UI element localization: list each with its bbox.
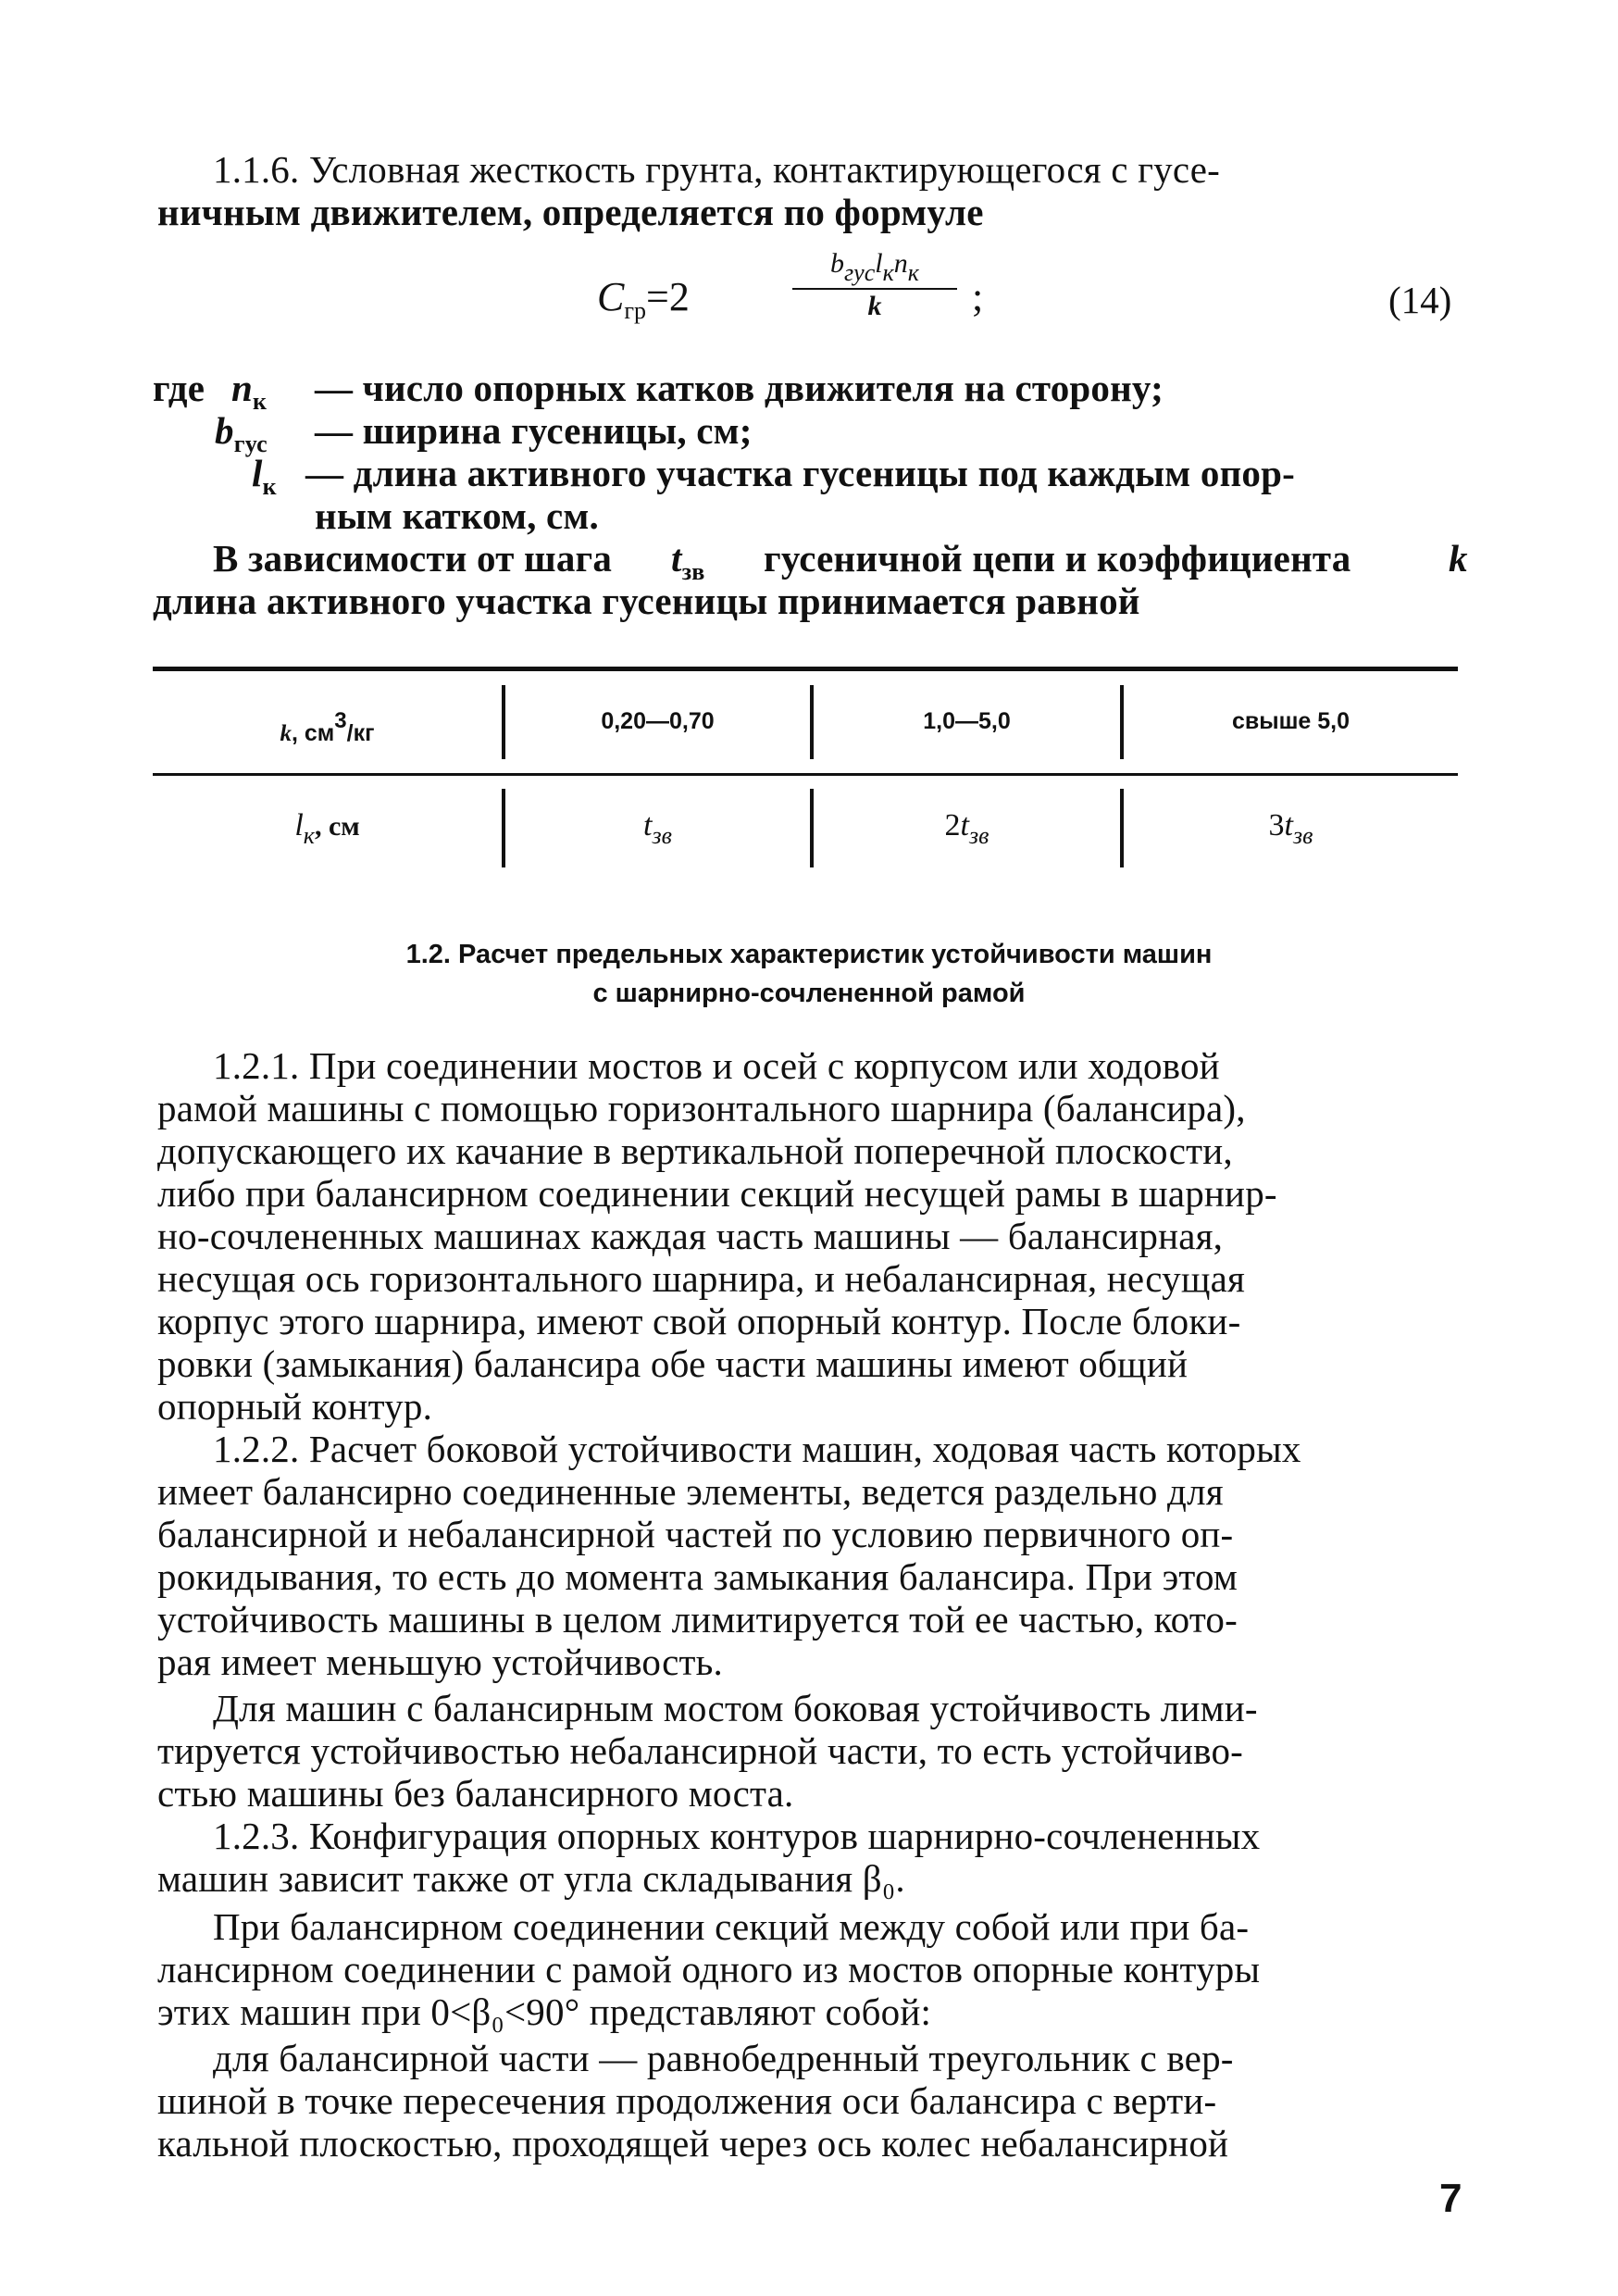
- body-line: кальной плоскостью, проходящей через ось колес небалансирной: [157, 2122, 1229, 2165]
- formula-lhs: [597, 273, 690, 325]
- t-symbol: $t_{зв}$: [671, 537, 705, 585]
- body-line: рая имеет меньшую устойчивость.: [157, 1641, 723, 1683]
- paragraph-line: В зависимости от шага: [213, 537, 613, 580]
- body-line: корпус этого шарнира, имеют свой опорный контур. После блоки-: [157, 1300, 1241, 1342]
- body-line: рамой машины с помощью горизонтального шарнира (балансира),: [157, 1087, 1246, 1129]
- formula-equals: =2: [646, 274, 690, 319]
- page-number: 7: [1439, 2176, 1462, 2221]
- section-heading: 1.2. Расчет предельных характеристик устойчивости машин: [405, 940, 1213, 969]
- def-l-symbol: $l_к$: [252, 452, 277, 500]
- formula-14: [597, 245, 984, 347]
- body-line: ровки (замыкания) балансира обе части машины имеют общий: [157, 1342, 1189, 1385]
- body-line: тируется устойчивостью небалансирной части, то есть устойчиво-: [157, 1729, 1243, 1772]
- body-line: допускающего их качание в вертикальной поперечной плоскости,: [157, 1129, 1233, 1172]
- table-top-rule: [153, 667, 1458, 671]
- def-n-text: — число опорных катков движителя на сторону;: [315, 367, 1164, 409]
- lk-table: [153, 667, 1458, 898]
- table-header-range3: свыше 5,0: [1231, 708, 1350, 734]
- formula-denominator: k: [867, 291, 882, 321]
- where-prefix: где: [153, 367, 205, 409]
- section-heading: с шарнирно-сочлененной рамой: [592, 979, 1026, 1008]
- formula-symbol-c: C: [597, 274, 625, 319]
- def-b-symbol: $b_{гус}$: [215, 409, 268, 457]
- body-line: опорный контур.: [157, 1385, 433, 1428]
- body-line: для балансирной части — равнобедренный треугольник с вер-: [213, 2037, 1234, 2079]
- body-line: 1.2.2. Расчет боковой устойчивости машин, ходовая часть которых: [213, 1428, 1301, 1470]
- body-line: балансирной и небалансирной частей по условию первичного оп-: [157, 1513, 1234, 1555]
- body-line: устойчивость машины в целом лимитируется той ее частью, кото-: [157, 1598, 1238, 1641]
- body-line: несущая ось горизонтального шарнира, и небалансирная, несущая: [157, 1257, 1246, 1300]
- paragraph-line: 1.1.6. Условная жесткость грунта, контактирующегося с гусе-: [213, 148, 1220, 191]
- table-header-k: k, см3/кг: [280, 708, 375, 746]
- def-n-symbol: $n_к$: [231, 367, 268, 415]
- paragraph-line: длина активного участка гусеницы принимается равной: [153, 580, 1140, 622]
- paragraph-line: ничным движителем, определяется по формуле: [157, 191, 984, 233]
- body-line: рокидывания, то есть до момента замыкания балансира. При этом: [157, 1555, 1238, 1598]
- formula-subscript: гр: [624, 297, 647, 324]
- body-line: При балансирном соединении секций между собой или при ба-: [213, 1905, 1250, 1948]
- body-line: лансирном соединении с рамой одного из мостов опорные контуры: [157, 1948, 1261, 1990]
- table-cell-3tzv: $3t_{зв}$: [1268, 808, 1313, 849]
- formula-fraction: [787, 245, 963, 323]
- body-line: стью машины без балансирного моста.: [157, 1772, 794, 1815]
- equation-number: (14): [1388, 279, 1452, 321]
- body-line: но-сочлененных машинах каждая часть машины — балансирная,: [157, 1215, 1224, 1257]
- formula-numerator: bгусlкnк: [830, 248, 919, 286]
- table-header-range2: 1,0—5,0: [923, 708, 1011, 734]
- body-line: 1.2.1. При соединении мостов и осей с корпусом или ходовой: [213, 1044, 1220, 1087]
- def-l-text-cont: ным катком, см.: [315, 494, 599, 537]
- body-line: машин зависит также от угла складывания β₀.: [157, 1857, 905, 1900]
- table-header-range1: 0,20—0,70: [601, 708, 715, 734]
- body-line: этих машин при 0<β₀<90° представляют собой:: [157, 1990, 932, 2033]
- body-line: 1.2.3. Конфигурация опорных контуров шарнирно-сочлененных: [213, 1815, 1261, 1857]
- k-symbol: k: [1449, 537, 1468, 580]
- paragraph-line: гусеничной цепи и коэффициента: [764, 537, 1351, 580]
- table-cell-tzv: $t_{зв}$: [643, 808, 672, 849]
- def-l-text: — длина активного участка гусеницы под каждым опор-: [305, 452, 1295, 494]
- table-row-lk: $l_к$, см: [294, 808, 360, 849]
- def-b-text: — ширина гусеницы, см;: [315, 409, 753, 452]
- table-cell-2tzv: $2t_{зв}$: [944, 808, 989, 849]
- body-line: Для машин с балансирным мостом боковая устойчивость лими-: [213, 1687, 1258, 1729]
- formula-semicolon: ;: [972, 274, 984, 319]
- body-line: имеет балансирно соединенные элементы, ведется раздельно для: [157, 1470, 1224, 1513]
- table-mid-rule: [153, 773, 1458, 776]
- body-line: шиной в точке пересечения продолжения оси балансира с верти-: [157, 2079, 1217, 2122]
- body-line: либо при балансирном соединении секций несущей рамы в шарнир-: [157, 1172, 1277, 1215]
